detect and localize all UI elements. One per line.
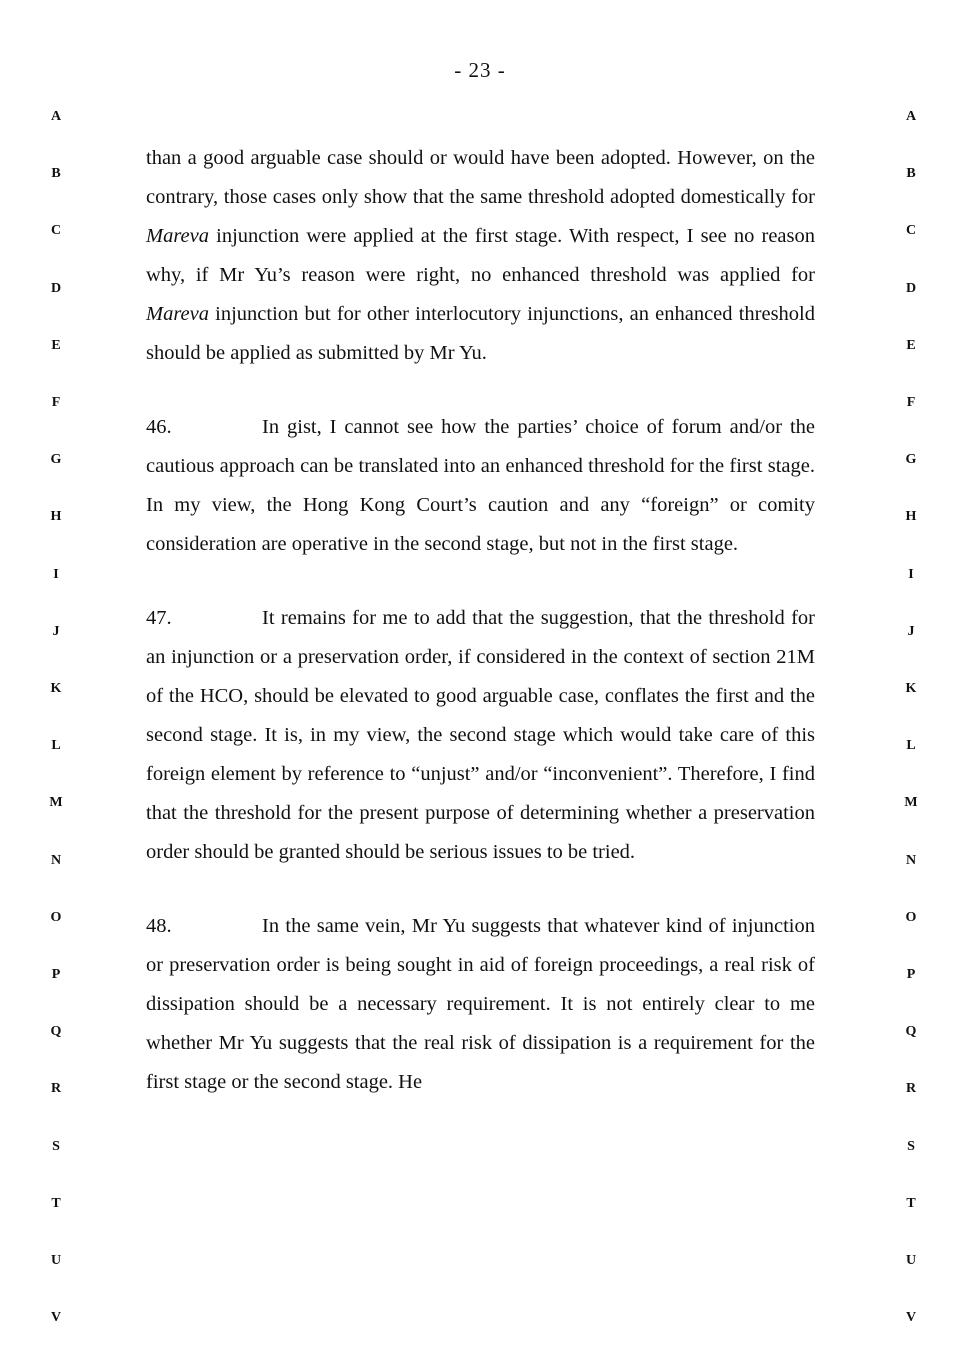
left-margin-letters <box>36 0 76 1358</box>
margin-letter-g: G <box>905 452 917 468</box>
margin-letter-n: N <box>905 852 917 868</box>
margin-letter-h: H <box>905 509 917 525</box>
margin-letter-l: L <box>51 738 61 754</box>
judgment-body <box>146 139 815 1102</box>
paragraph-46 <box>146 408 815 564</box>
margin-letter-a: A <box>905 109 917 124</box>
margin-letter-h: H <box>50 509 62 525</box>
margin-letter-f: F <box>906 395 916 410</box>
margin-letter-n: N <box>50 852 62 868</box>
margin-letter-s: S <box>52 1138 60 1154</box>
margin-letter-q: Q <box>50 1024 62 1040</box>
margin-letter-i: I <box>53 566 59 582</box>
margin-letter-u: U <box>50 1253 62 1268</box>
paragraph-text: injunction were applied at the first stage. With respect, I see no reason why, if Mr Yu’s reason were right, no enhanced threshold was applied for <box>146 225 815 286</box>
margin-letter-m: M <box>904 795 918 811</box>
case-name-italic: Mareva <box>146 225 209 247</box>
paragraph-number: 46. <box>146 416 172 438</box>
margin-letter-e: E <box>51 337 61 353</box>
margin-letter-f: F <box>51 395 61 410</box>
paragraph-text: injunction but for other interlocutory injunctions, an enhanced threshold should be applied as submitted by Mr Yu. <box>146 303 815 364</box>
margin-letter-g: G <box>50 452 62 468</box>
right-margin-letters <box>891 0 931 1358</box>
margin-letter-j: J <box>52 623 60 639</box>
margin-letter-l: L <box>906 738 916 754</box>
margin-letter-b: B <box>51 166 61 182</box>
paragraph-47 <box>146 599 815 872</box>
margin-letter-i: I <box>908 566 914 582</box>
paragraph-48 <box>146 907 815 1102</box>
paragraph-number: 47. <box>146 607 172 629</box>
margin-letter-a: A <box>50 109 62 124</box>
margin-letter-q: Q <box>905 1024 917 1040</box>
margin-letter-k: K <box>50 681 62 696</box>
margin-letter-t: T <box>51 1195 61 1211</box>
paragraph-number: 48. <box>146 915 172 937</box>
margin-letter-v: V <box>905 1310 917 1326</box>
paragraph-text: It remains for me to add that the suggestion, that the threshold for an injunction or a preservation order, if considered in the context of section 21M of the HCO, should be elevated to good arguable case, conflates the first and the second stage. It is, in my view, the second stage which would take care of this foreign element by reference to “unjust” and/or “inconvenient”. Therefore, I find that the threshold for the present purpose of determining whether a preservation order should be granted should be serious issues to be tried. <box>146 607 815 863</box>
margin-letter-c: C <box>905 223 917 239</box>
margin-letter-t: T <box>906 1195 916 1211</box>
margin-letter-m: M <box>49 795 63 811</box>
paragraph-text: In the same vein, Mr Yu suggests that whatever kind of injunction or preservation order is being sought in aid of foreign proceedings, a real risk of dissipation should be a necessary requirement. It is not entirely clear to me whether Mr Yu suggests that the real risk of dissipation is a requirement for the first stage or the second stage. He <box>146 915 815 1093</box>
margin-letter-j: J <box>907 623 915 639</box>
paragraph-text: In gist, I cannot see how the parties’ choice of forum and/or the cautious approach can be translated into an enhanced threshold for the first stage. In my view, the Hong Kong Court’s caution and any “foreign” or comity consideration are operative in the second stage, but not in the first stage. <box>146 416 815 555</box>
margin-letter-c: C <box>50 223 62 239</box>
margin-letter-r: R <box>905 1081 917 1097</box>
margin-letter-p: P <box>51 967 61 982</box>
page-number: - 23 - <box>454 58 506 82</box>
margin-letter-d: D <box>905 280 917 296</box>
margin-letter-e: E <box>906 337 916 353</box>
margin-letter-b: B <box>906 166 916 182</box>
margin-letter-s: S <box>907 1138 915 1154</box>
margin-letter-o: O <box>50 909 62 925</box>
margin-letter-o: O <box>905 909 917 925</box>
margin-letter-k: K <box>905 681 917 696</box>
paragraph-text: than a good arguable case should or would have been adopted. However, on the contrary, those cases only show that the same threshold adopted domestically for <box>146 147 815 208</box>
margin-letter-r: R <box>50 1081 62 1097</box>
paragraph-continued <box>146 139 815 373</box>
case-name-italic: Mareva <box>146 303 209 325</box>
margin-letter-v: V <box>50 1310 62 1326</box>
margin-letter-u: U <box>905 1253 917 1268</box>
margin-letter-d: D <box>50 280 62 296</box>
margin-letter-p: P <box>906 967 916 982</box>
